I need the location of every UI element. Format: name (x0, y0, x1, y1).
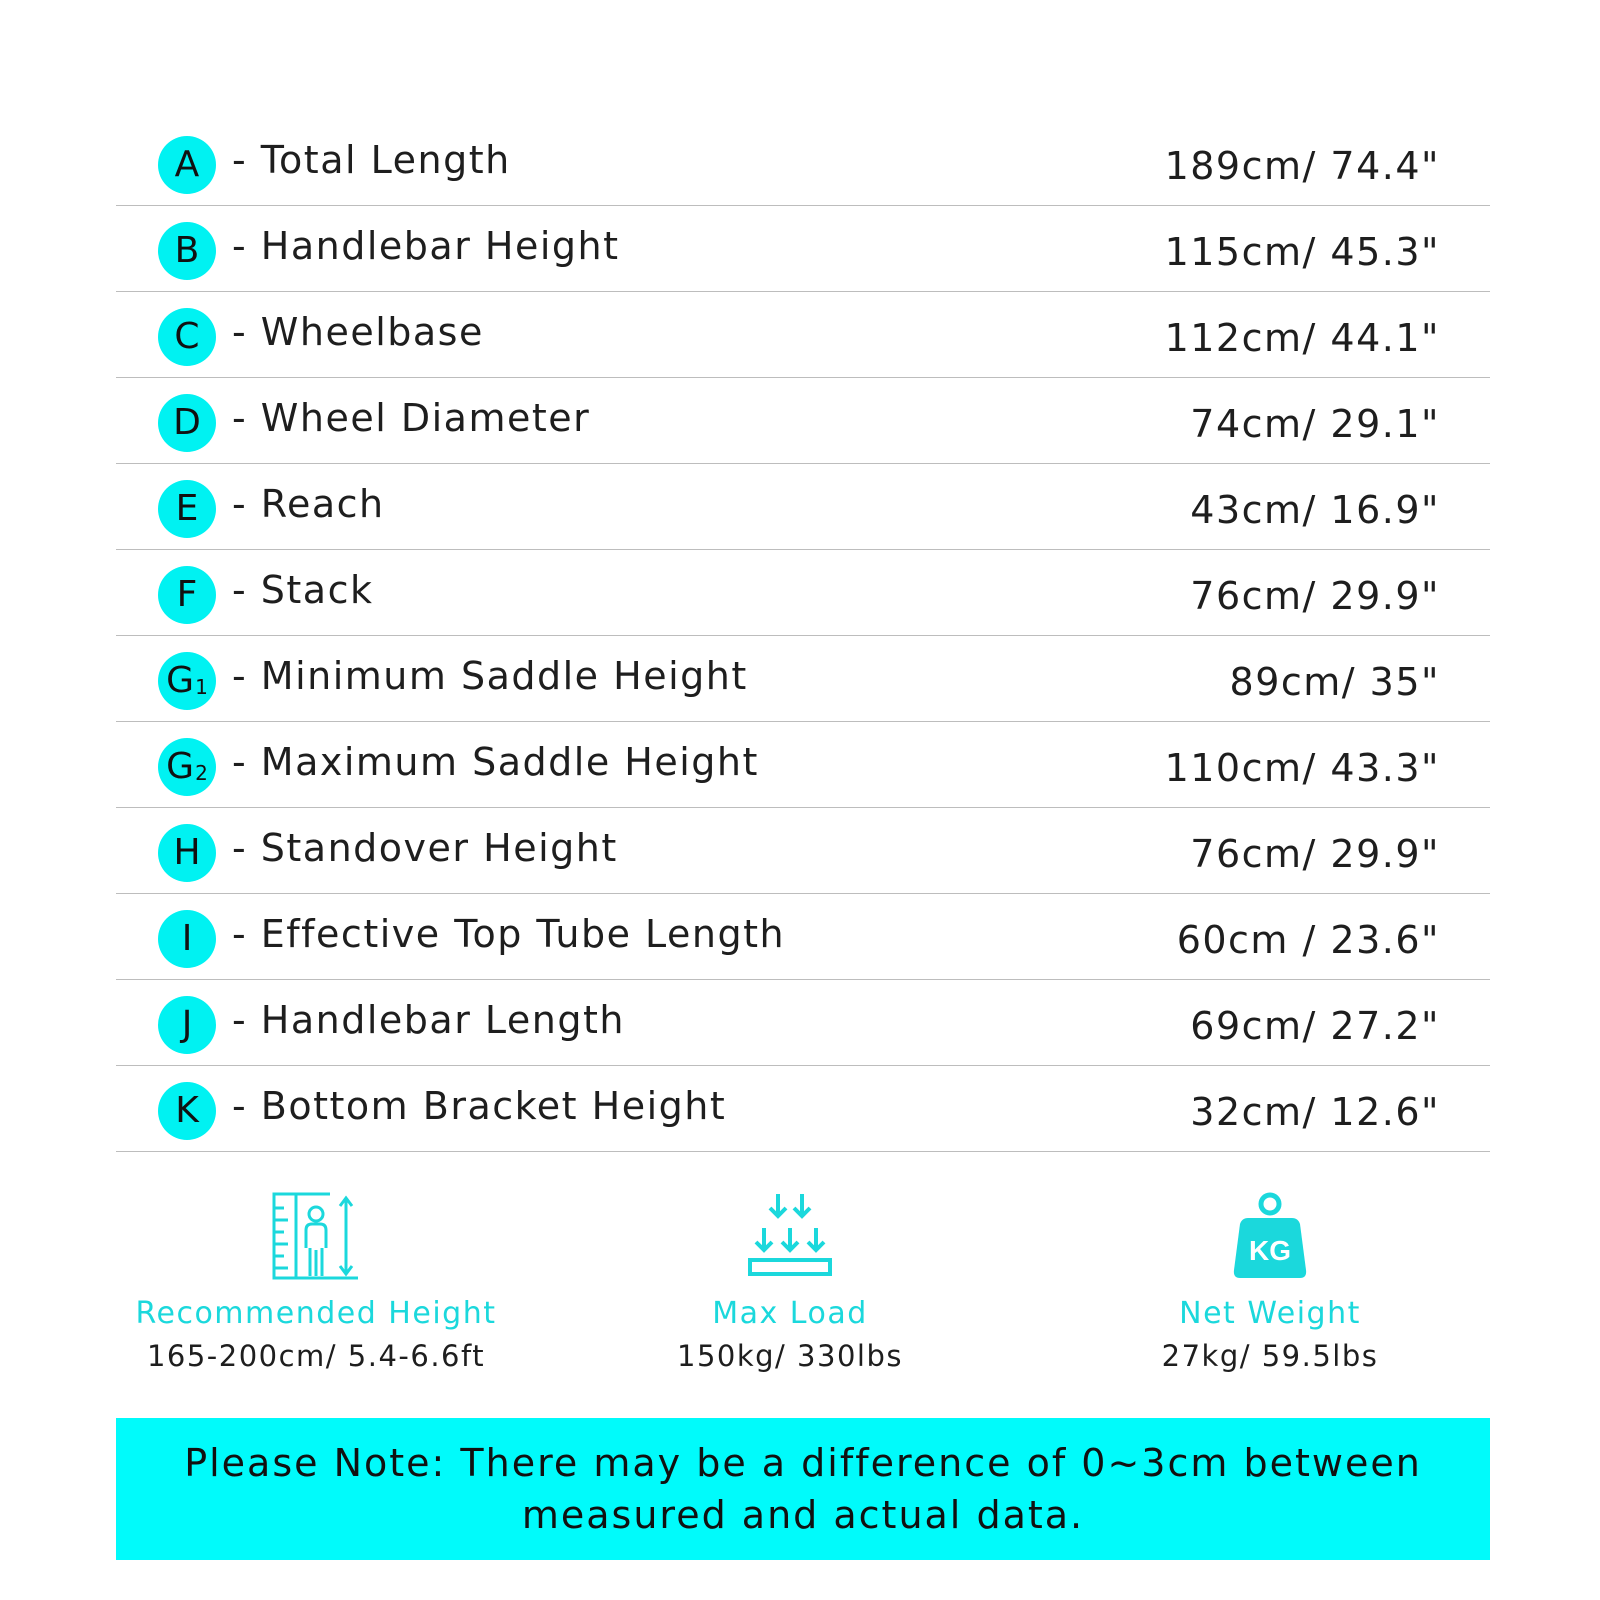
features-row (116, 1190, 1490, 1390)
spec-value: 115cm/ 45.3" (1164, 230, 1440, 274)
spec-row-wheelbase (116, 292, 1490, 378)
letter-badge: A (158, 136, 216, 194)
spec-label: - Wheel Diameter (232, 396, 591, 440)
letter-badge: J (158, 996, 216, 1054)
letter-badge: I (158, 910, 216, 968)
svg-text:KG: KG (1249, 1235, 1291, 1266)
spec-value: 76cm/ 29.9" (1190, 832, 1440, 876)
letter-badge: G $_1$ (158, 652, 216, 710)
spec-value: 60cm / 23.6" (1176, 918, 1440, 962)
spec-value: 74cm/ 29.1" (1190, 402, 1440, 446)
feature-max-load (590, 1190, 990, 1373)
feature-title: Net Weight (1179, 1296, 1361, 1331)
spec-value: 89cm/ 35" (1229, 660, 1440, 704)
spec-label: - Bottom Bracket Height (232, 1084, 727, 1128)
feature-value: 27kg/ 59.5lbs (1161, 1339, 1379, 1373)
letter-badge: C (158, 308, 216, 366)
feature-net-weight (1070, 1190, 1470, 1373)
spec-row-wheel-diameter (116, 378, 1490, 464)
load-arrows-icon (590, 1190, 990, 1282)
spec-label: - Minimum Saddle Height (232, 654, 748, 698)
feature-value: 165-200cm/ 5.4-6.6ft (146, 1339, 486, 1373)
spec-row-standover-height (116, 808, 1490, 894)
spec-label: - Handlebar Height (232, 224, 620, 268)
letter-badge: B (158, 222, 216, 280)
spec-row-minimum-saddle-height (116, 636, 1490, 722)
spec-label: - Reach (232, 482, 385, 526)
kg-weight-icon (1070, 1190, 1470, 1282)
spec-value: 69cm/ 27.2" (1190, 1004, 1440, 1048)
spec-row-effective-top-tube-length (116, 894, 1490, 980)
letter-badge: E (158, 480, 216, 538)
spec-row-reach (116, 464, 1490, 550)
letter-badge: K (158, 1082, 216, 1140)
spec-label: - Effective Top Tube Length (232, 912, 786, 956)
spec-row-bottom-bracket-height (116, 1066, 1490, 1152)
spec-value: 32cm/ 12.6" (1190, 1090, 1440, 1134)
spec-label: - Wheelbase (232, 310, 484, 354)
letter-badge: G $_2$ (158, 738, 216, 796)
spec-row-handlebar-height (116, 206, 1490, 292)
spec-value: 112cm/ 44.1" (1164, 316, 1440, 360)
spec-label: - Total Length (232, 138, 511, 182)
spec-label: - Stack (232, 568, 374, 612)
spec-table (116, 120, 1490, 1152)
spec-label: - Standover Height (232, 826, 618, 870)
feature-recommended-height (116, 1190, 516, 1373)
feature-title: Recommended Height (135, 1296, 497, 1331)
letter-badge: D (158, 394, 216, 452)
spec-label: - Maximum Saddle Height (232, 740, 759, 784)
spec-row-handlebar-length (116, 980, 1490, 1066)
feature-title: Max Load (712, 1296, 868, 1331)
disclaimer-note (116, 1418, 1490, 1560)
spec-row-maximum-saddle-height (116, 722, 1490, 808)
letter-badge: F (158, 566, 216, 624)
spec-value: 76cm/ 29.9" (1190, 574, 1440, 618)
letter-badge: H (158, 824, 216, 882)
spec-value: 189cm/ 74.4" (1164, 144, 1440, 188)
spec-row-stack (116, 550, 1490, 636)
spec-value: 110cm/ 43.3" (1164, 746, 1440, 790)
spec-value: 43cm/ 16.9" (1190, 488, 1440, 532)
spec-label: - Handlebar Length (232, 998, 625, 1042)
note-text: Please Note: There may be a difference of 0~3cm between measured and actual data. (184, 1441, 1422, 1537)
height-measure-icon (116, 1190, 516, 1282)
feature-value: 150kg/ 330lbs (677, 1339, 903, 1373)
spec-row-total-length (116, 120, 1490, 206)
